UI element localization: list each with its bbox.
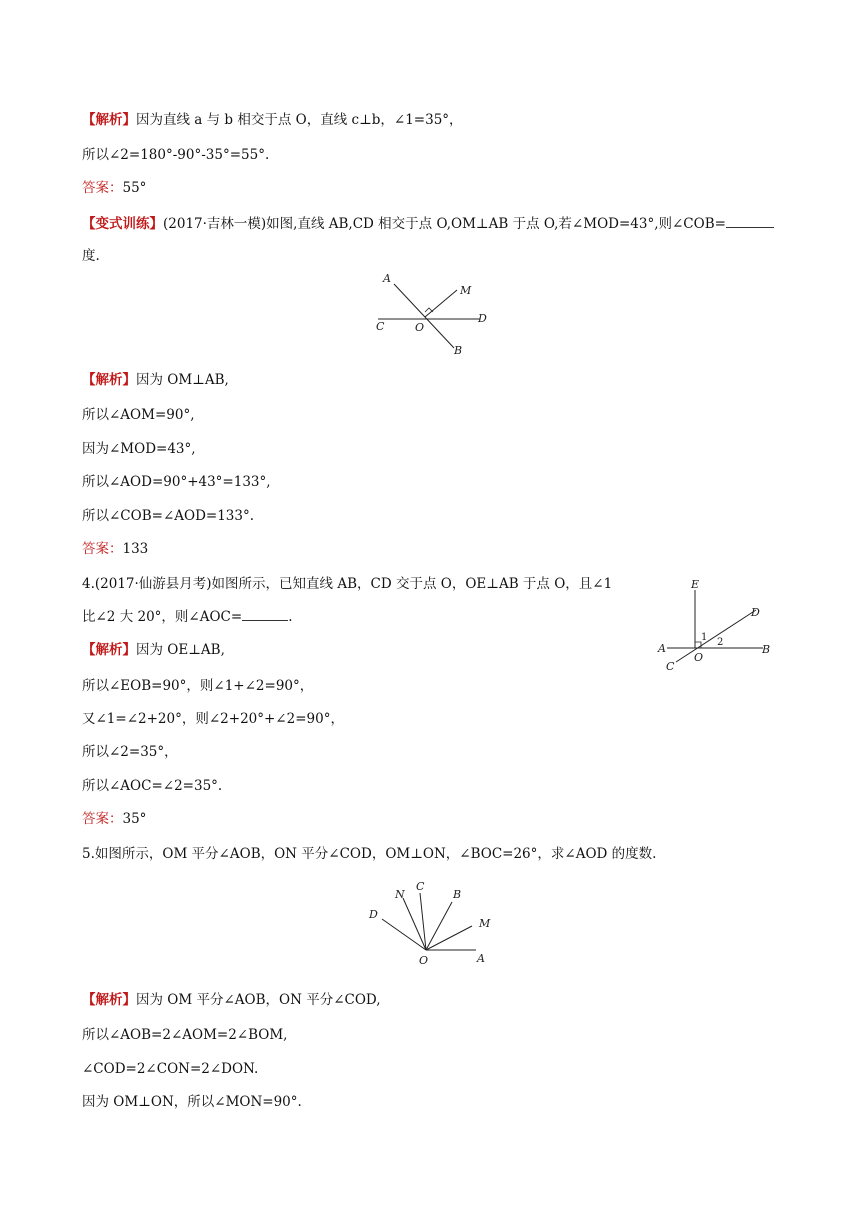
q5-analysis-line-3: ∠COD=2∠CON=2∠DON. [82, 1061, 259, 1077]
answer-value: 133 [122, 541, 149, 557]
line-ab [394, 284, 454, 348]
q5-analysis-line-4: 因为 OM⊥ON，所以∠MON=90°. [82, 1094, 302, 1110]
answer-blank [242, 606, 288, 621]
label-b: B [454, 344, 463, 357]
label-o: O [694, 651, 704, 664]
analysis-tag: 【解析】 [82, 992, 136, 1008]
figure-intersecting-lines-om [370, 268, 500, 360]
label-m: M [460, 284, 472, 297]
label-c: C [416, 880, 425, 893]
label-o: O [419, 954, 429, 967]
label-e: E [691, 578, 700, 591]
label-m: M [479, 917, 491, 930]
variant-tag: 【变式训练】 [82, 216, 163, 232]
answer-prefix: 答案： [82, 811, 123, 827]
analysis-2-line-5: 所以∠COB=∠AOD=133°. [82, 508, 255, 524]
ray-oc [420, 893, 426, 950]
label-a: A [477, 952, 485, 965]
q4-analysis-line-5: 所以∠AOC=∠2=35°. [82, 778, 223, 794]
q4-question-end: . [288, 609, 293, 625]
label-n: N [395, 888, 405, 901]
label-angle-2: 2 [717, 637, 724, 648]
analysis-line-2: 所以∠2=180°-90°-35°=55°. [82, 147, 270, 163]
analysis-text: 因为 OM 平分∠AOB，ON 平分∠COD, [136, 992, 381, 1008]
figure-q4-lines [650, 572, 780, 674]
answer-prefix: 答案： [82, 180, 123, 196]
q4-question-line-2 [82, 606, 292, 627]
answer-line [82, 178, 146, 198]
label-o: O [415, 321, 425, 334]
variant-question [82, 213, 774, 234]
analysis-line-1 [82, 110, 463, 130]
label-a: A [383, 272, 391, 285]
answer-blank [726, 213, 774, 228]
label-c: C [666, 660, 675, 673]
analysis-2-line-1 [82, 370, 229, 390]
ray-om [425, 290, 457, 317]
q4-question-text: 比∠2 大 20°，则∠AOC= [82, 609, 243, 625]
analysis-text: 因为 OE⊥AB, [136, 642, 225, 658]
q4-analysis-line-4: 所以∠2=35°， [82, 744, 178, 760]
label-b: B [762, 643, 771, 656]
analysis-2-line-2: 所以∠AOM=90°, [82, 407, 195, 423]
q5-analysis-line-2: 所以∠AOB=2∠AOM=2∠BOM, [82, 1027, 288, 1043]
answer-prefix: 答案： [82, 541, 123, 557]
analysis-tag: 【解析】 [82, 372, 136, 388]
label-angle-1: 1 [701, 632, 708, 643]
q4-analysis-line-1 [82, 640, 225, 660]
variant-question-end: 度. [82, 248, 100, 264]
label-b: B [453, 888, 462, 901]
analysis-text: 因为直线 a 与 b 相交于点 O，直线 c⊥b，∠1=35°， [136, 112, 463, 128]
q4-analysis-line-3: 又∠1=∠2+20°，则∠2+20°+∠2=90°， [82, 711, 344, 727]
figure-q5-rays [360, 876, 500, 968]
label-c: C [376, 320, 385, 333]
label-d: D [751, 606, 760, 619]
answer-value: 55° [122, 180, 147, 196]
variant-text: (2017·吉林一模)如图,直线 AB,CD 相交于点 O,OM⊥AB 于点 O,若∠MOD=43°,则∠COB= [163, 216, 726, 232]
q5-analysis-line-1 [82, 990, 381, 1010]
label-a: A [658, 642, 666, 655]
analysis-tag: 【解析】 [82, 112, 136, 128]
analysis-text: 因为 OM⊥AB, [136, 372, 229, 388]
q4-analysis-line-2: 所以∠EOB=90°，则∠1+∠2=90°， [82, 678, 314, 694]
analysis-2-line-4: 所以∠AOD=90°+43°=133°, [82, 474, 271, 490]
label-d: D [369, 908, 378, 921]
analysis-tag: 【解析】 [82, 642, 136, 658]
q4-question-line-1: 4.(2017·仙游县月考)如图所示，已知直线 AB，CD 交于点 O，OE⊥AB 于点 O，且∠1 [82, 576, 613, 592]
analysis-2-line-3: 因为∠MOD=43°, [82, 441, 196, 457]
q5-question: 5.如图所示，OM 平分∠AOB，ON 平分∠COD，OM⊥ON，∠BOC=26°，求∠AOD 的度数. [82, 846, 657, 862]
line-cd [676, 610, 756, 662]
answer-value: 35° [122, 811, 147, 827]
answer-line-3 [82, 809, 146, 829]
answer-line-2 [82, 539, 148, 559]
label-d: D [478, 312, 487, 325]
